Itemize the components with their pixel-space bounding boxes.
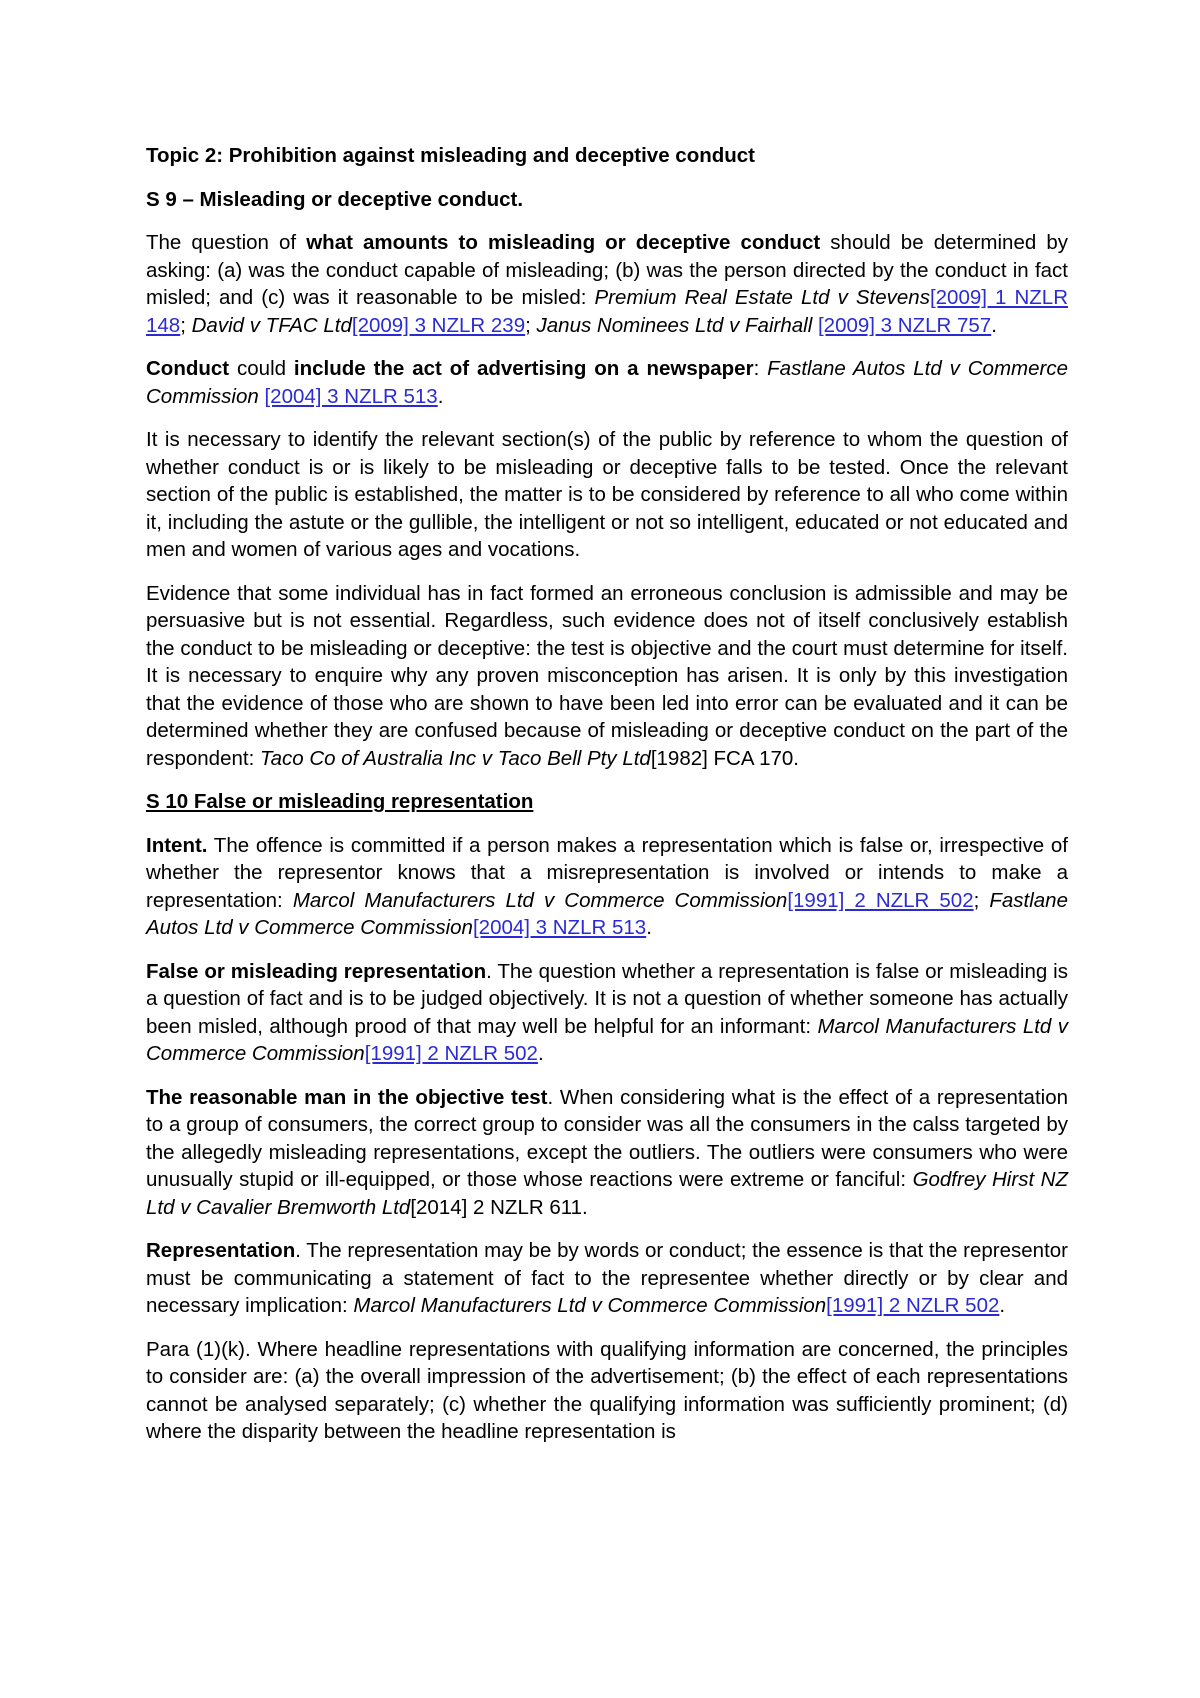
case-name: Fastlane Autos Ltd v Commerce Commission — [146, 357, 1068, 408]
text: . The question whether a representation is false or misleading is a question of fact and is to be judged objectively. It is not a question of whether someone has actually been misled, although prood of that may well be helpful for an informant: — [146, 959, 1068, 1038]
text: . — [991, 313, 997, 337]
citation-link[interactable]: [1991] 2 NZLR 502 — [826, 1294, 1000, 1317]
text: . — [437, 384, 444, 408]
case-name: Taco Co of Australia Inc v Taco Bell Pty Ltd — [259, 746, 651, 770]
bold-phrase: Conduct — [146, 357, 230, 380]
section-10-heading: S 10 False or misleading representation — [146, 790, 534, 813]
text: ; — [180, 313, 192, 337]
paragraph-conduct-advertising — [146, 355, 1068, 410]
text: should be determined by asking: (a) was the conduct capable of misleading; (b) was the person directed by the conduct in fact misled; and (c) was it reasonable to be misled: — [146, 231, 1069, 309]
paragraph-representation — [146, 1237, 1068, 1320]
case-name: Marcol Manufacturers Ltd v Commerce Commission — [292, 888, 788, 912]
document-page — [146, 142, 1068, 1462]
text: . — [537, 1042, 544, 1065]
bold-lead: The reasonable man in the objective test — [146, 1085, 548, 1109]
text: . The representation may be by words or conduct; the essence is that the representor must be communicating a statement of fact to the representee whether directly or by clear and necessary implication: — [146, 1239, 1068, 1317]
citation-link[interactable]: [2009] 3 NZLR 757 — [817, 313, 992, 337]
paragraph-evidence — [146, 580, 1068, 773]
citation-link[interactable]: [2009] 3 NZLR 239 — [351, 313, 526, 337]
citation-link[interactable]: [1991] 2 NZLR 502 — [364, 1042, 538, 1065]
text: ; — [973, 888, 990, 912]
citation-link[interactable]: [1991] 2 NZLR 502 — [787, 888, 974, 912]
case-name: Fastlane Autos Ltd v Commerce Commission — [146, 888, 1068, 939]
text: The question of — [146, 231, 307, 254]
text: [2014] 2 NZLR 611. — [410, 1195, 588, 1219]
bold-phrase: include the act of advertising on a newspaper — [293, 357, 754, 380]
text: . When considering what is the effect of a representation to a group of consumers, the correct group to consider was all the consumers in the calss targeted by the allegedly misleading representations, except the outliers. The outliers were consumers who were unusually stupid or ill-equipped, or those whose reactions were extreme or fanciful: — [146, 1085, 1068, 1191]
paragraph-reasonable-man — [146, 1084, 1068, 1222]
text: The offence is committed if a person makes a representation which is false or, irrespective of whether the representor knows that a misrepresentation is involved or intends to make a representation: — [146, 833, 1068, 912]
citation-link[interactable]: [2004] 3 NZLR 513 — [264, 384, 438, 408]
bold-phrase: what amounts to misleading or deceptive conduct — [306, 231, 821, 254]
bold-lead: Intent. — [146, 833, 208, 857]
text: : — [753, 357, 768, 380]
case-name: Marcol Manufacturers Ltd v Commerce Commission — [353, 1294, 827, 1317]
bold-lead: Representation — [146, 1239, 296, 1262]
section-9-heading: S 9 – Misleading or deceptive conduct. — [146, 187, 524, 211]
text: . — [999, 1294, 1006, 1317]
case-name: Janus Nominees Ltd v Fairhall — [536, 313, 813, 337]
paragraph-headline-representations: Para (1)(k). Where headline representations with qualifying information are concerned, the principles to consider are: (a) the overall impression of the advertisement; (b) the effect of each representations cannot be analysed separately; (c) whether the qualifying information was sufficiently prominent; (d) where the disparity between the headline representation is — [146, 1337, 1068, 1443]
text: ; — [525, 313, 537, 337]
text: could — [229, 357, 294, 380]
bold-lead: False or misleading representation — [146, 959, 487, 983]
paragraph-false-representation — [146, 958, 1068, 1068]
text: Evidence that some individual has in fact formed an erroneous conclusion is admissible and may be persuasive but is not essential. Regardless, such evidence does not of itself conclusively establish the conduct to be misleading or deceptive: the test is objective and the court must determine for itself. It is necessary to enquire why any proven misconception has arisen. It is only by this investigation that the evidence of those who are shown to have been led into error can be evaluated and it can be determined whether they are confused because of misleading or deceptive conduct on the part of the respondent: — [146, 581, 1068, 770]
paragraph-relevant-public: It is necessary to identify the relevant section(s) of the public by reference to whom the question of whether conduct is or is likely to be misleading or deceptive falls to be tested. Once the relevant section of the public is established, the matter is to be considered by reference to all who come within it, including the astute or the gullible, the intelligent or not so intelligent, educated or not educated and men and women of various ages and vocations. — [146, 428, 1068, 561]
case-name: Godfrey Hirst NZ Ltd v Cavalier Bremworth Ltd — [146, 1168, 1068, 1219]
paragraph-intent — [146, 832, 1068, 942]
case-name: Premium Real Estate Ltd v Stevens — [594, 286, 930, 309]
citation-link[interactable]: [2004] 3 NZLR 513 — [472, 916, 647, 939]
paragraph-misleading-test — [146, 229, 1068, 339]
case-name: David v TFAC Ltd — [191, 313, 352, 337]
text: [1982] FCA 170. — [650, 746, 799, 770]
topic-heading: Topic 2: Prohibition against misleading and deceptive conduct — [146, 144, 756, 167]
case-name: Marcol Manufacturers Ltd v Commerce Commission — [146, 1014, 1069, 1065]
text: . — [646, 916, 652, 939]
citation-link[interactable]: [2009] 1 NZLR 148 — [146, 286, 1068, 337]
